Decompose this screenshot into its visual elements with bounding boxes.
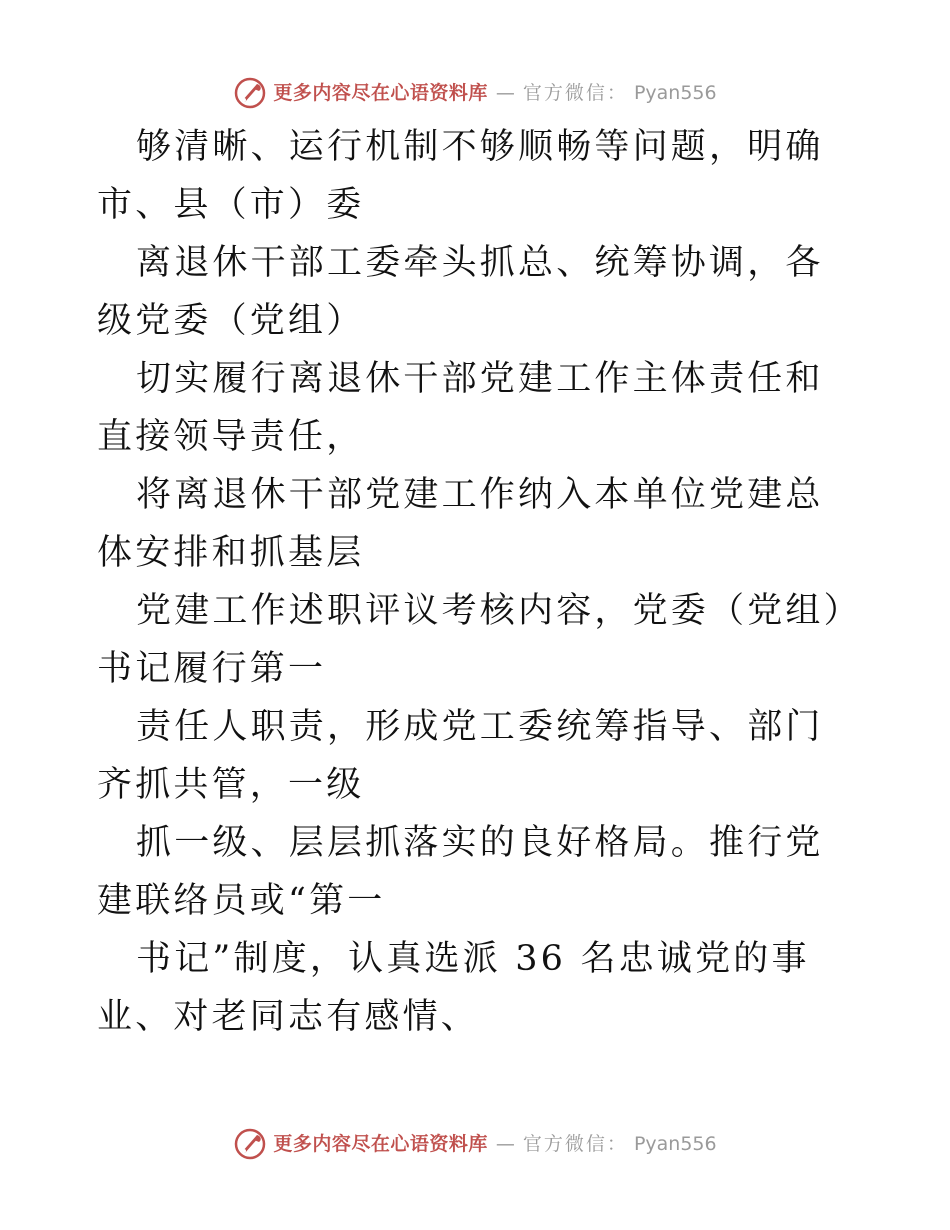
footer-watermark [0,1127,950,1161]
watermark-official-label: 官方微信： [522,1133,628,1155]
watermark-separator: — [495,82,515,104]
paragraph-7: 抓一级、层层抓落实的良好格局。推行党建联络员或“第一 [97,823,824,921]
paragraph-3: 切实履行离退休干部党建工作主体责任和直接领导责任， [97,359,824,457]
feather-pen-logo-icon [233,76,267,110]
watermark-main-text: 更多内容尽在心语资料库 [273,82,488,104]
feather-pen-logo-icon [233,1127,267,1161]
watermark-main-text: 更多内容尽在心语资料库 [273,1133,488,1155]
paragraph-5: 党建工作述职评议考核内容，党委（党组）书记履行第一 [97,591,845,689]
paragraph-2: 离退休干部工委牵头抓总、统筹协调，各级党委（党组） [97,243,824,341]
paragraph-1: 够清晰、运行机制不够顺畅等问题，明确市、县（市）委 [97,127,824,225]
watermark-account-id: Pyan556 [633,1133,717,1155]
paragraph-8: 书记”制度，认真选派 36 名忠诚党的事业、对老同志有感情、 [97,939,810,1037]
document-body [97,118,849,1046]
paragraph-6: 责任人职责，形成党工委统筹指导、部门齐抓共管，一级 [97,707,824,805]
header-watermark [0,76,950,110]
watermark-official-label: 官方微信： [522,82,628,104]
watermark-separator: — [495,1133,515,1155]
paragraph-4: 将离退休干部党建工作纳入本单位党建总体安排和抓基层 [97,475,824,573]
watermark-account-id: Pyan556 [633,82,717,104]
